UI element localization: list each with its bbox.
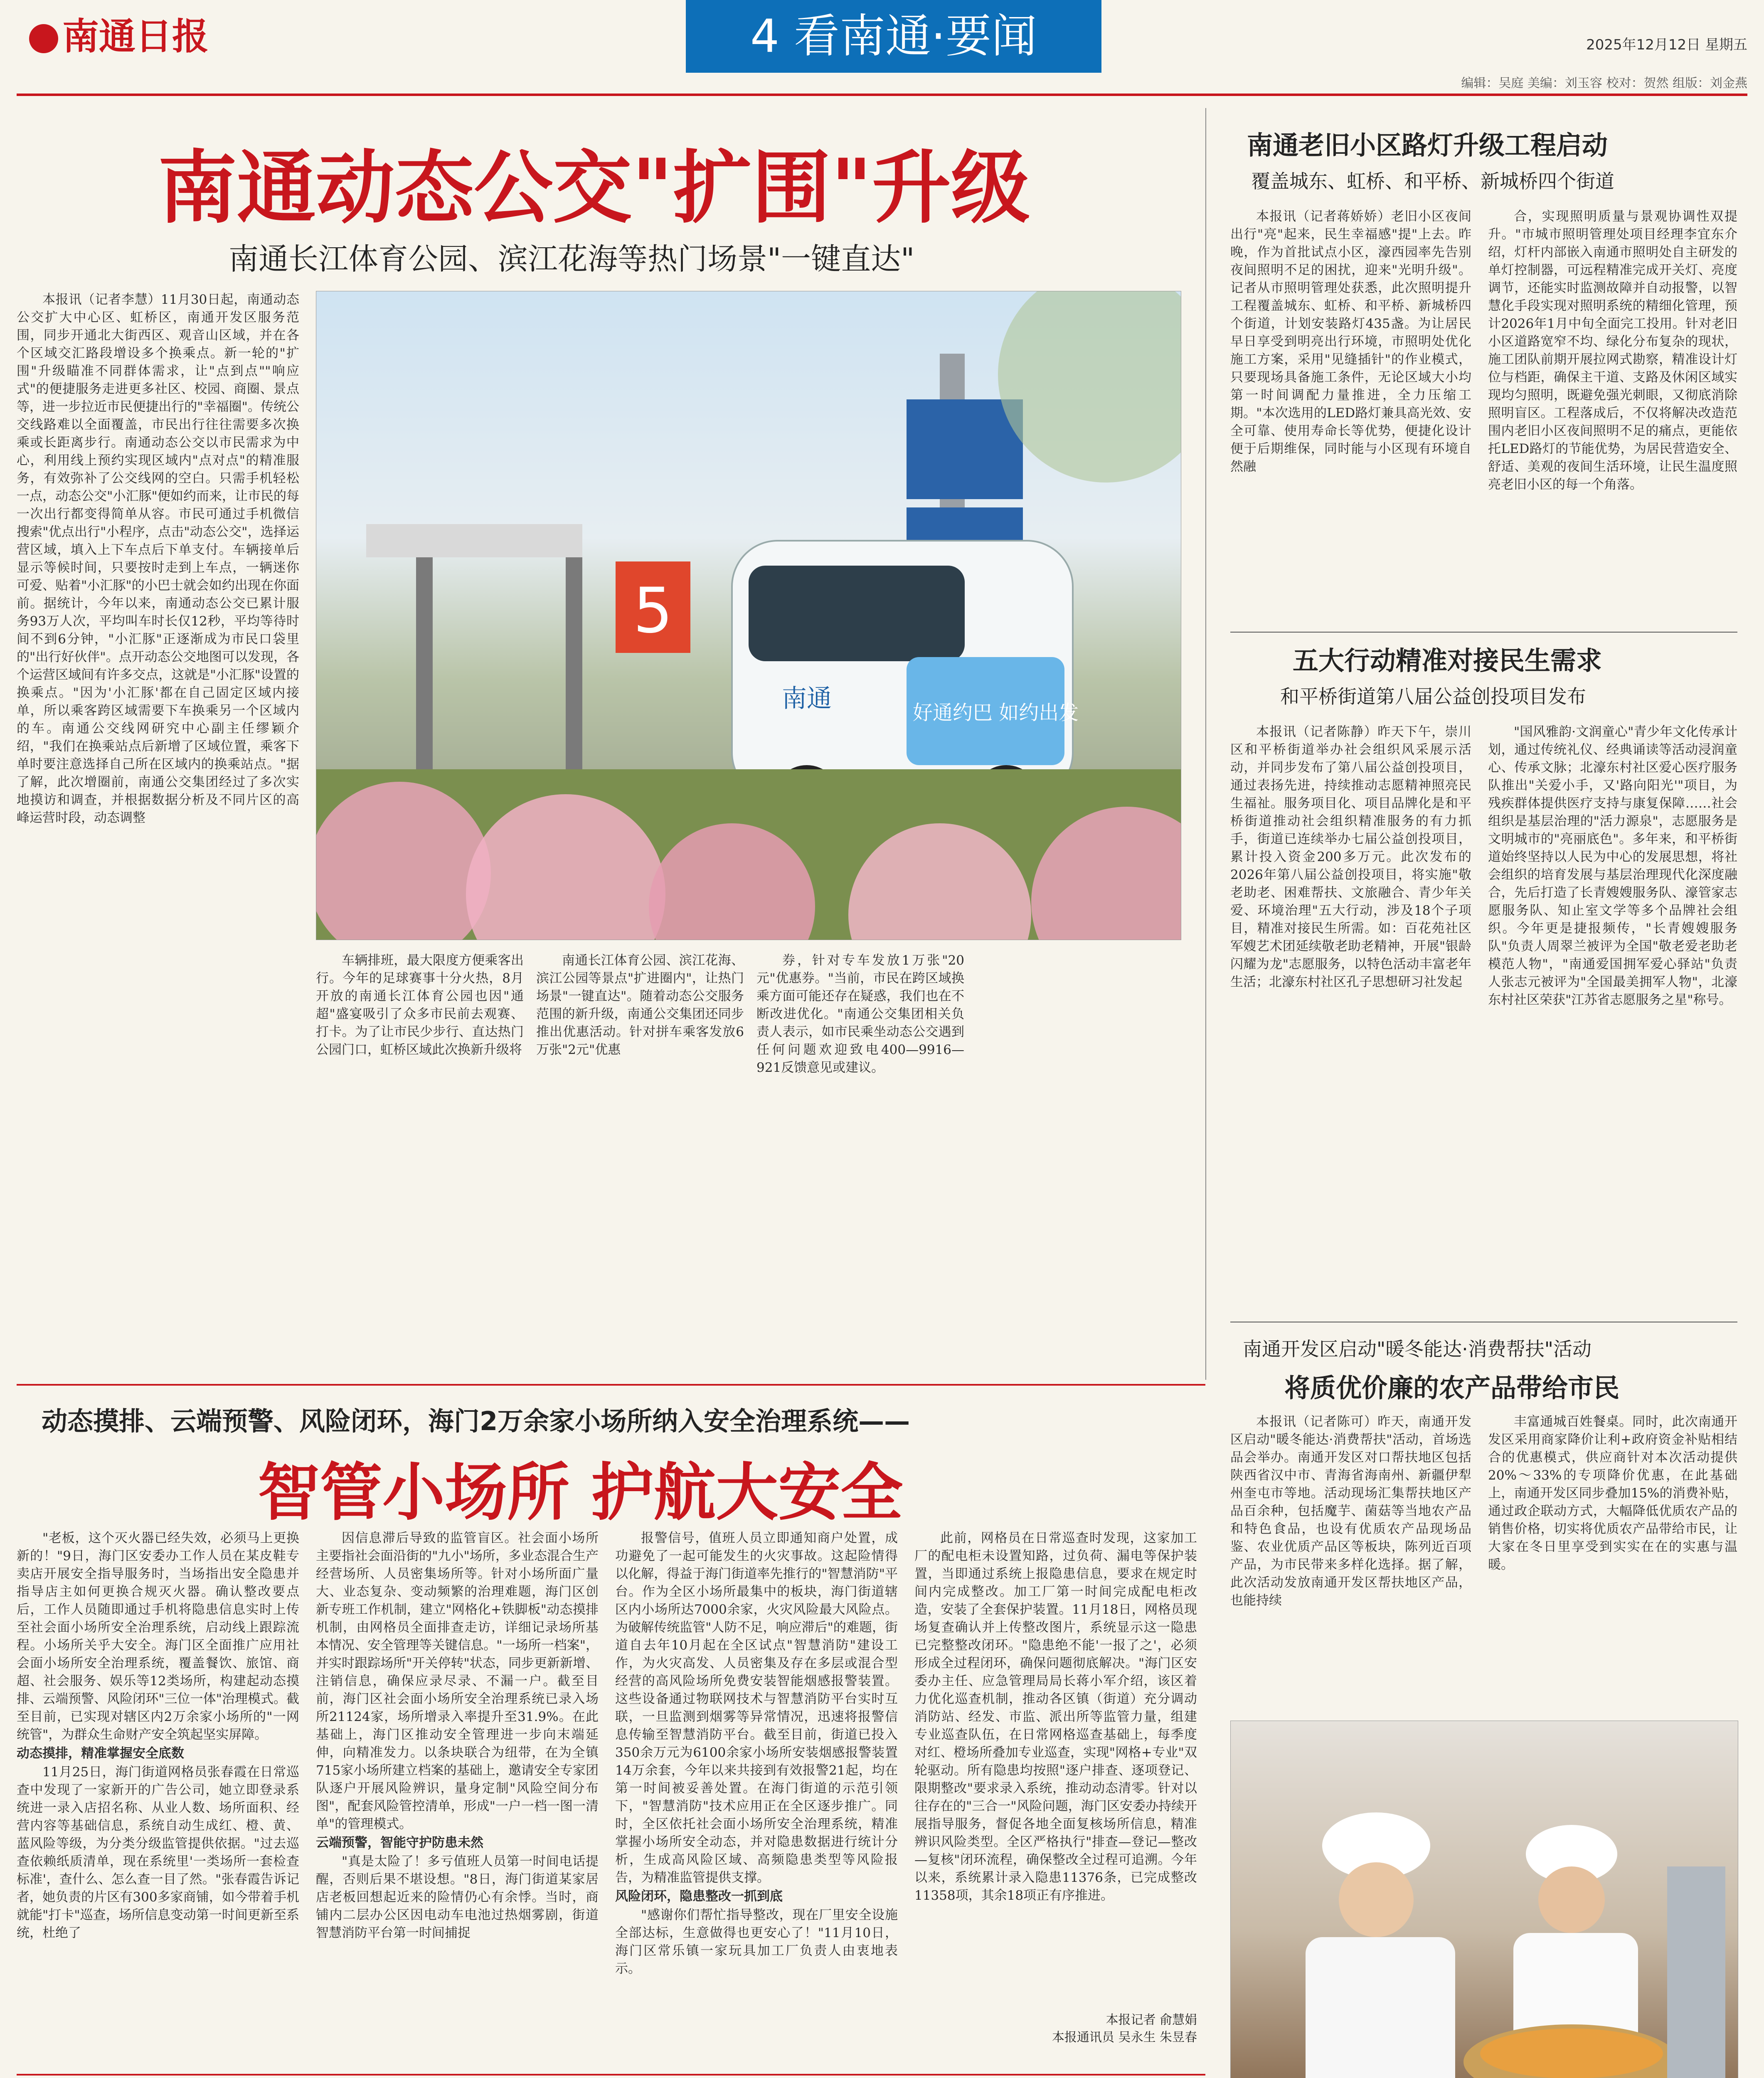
market-headline: 将质优价廉的农产品带给市民	[1284, 1373, 1620, 1403]
market-kicker: 南通开发区启动"暖冬能达·消费帮扶"活动	[1243, 1338, 1592, 1360]
page-section-banner: 4 看南通·要闻	[686, 0, 1101, 73]
chef-photo-illustration	[1231, 1721, 1738, 2078]
chef-photo	[1230, 1721, 1738, 2078]
issue-date: 2025年12月12日 星期五	[1586, 37, 1747, 53]
lead-subheadline: 南通长江体育公园、滨江花海等热门场景"一键直达"	[229, 241, 915, 276]
lead-column-2: 车辆排班，最大限度方便乘客出行。今年的足球赛事十分火热，8月开放的南通长江体育公园也因"通超"盛宴吸引了众多市民前去观赛、打卡。为了让市民少步行、直达热门公园门口，虹桥区域此次换新升级将	[316, 953, 524, 1057]
safety-subhead-1: 动态摸排，精准掌握安全底数	[17, 1746, 184, 1761]
welfare-column-b: "国风雅韵·文润童心"青少年文化传承计划，通过传统礼仪、经典诵读等活动浸润童心、传承文脉；北濠东村社区爱心医疗服务队推出"关爱小手，又'路向阳光'"项目，为残疾群体提供医疗支持与康复保障……社会组织是基层治理的"活力源泉"，志愿服务是文明城市的"亮丽底色"。多年来，和平桥街道始终坚持以人民为中心的发展思想，将社会组织的培育发展与基层治理现代化深度融合，先后打造了长青嫂嫂服务队、濠管家志愿服务队、知止室文学等多个品牌社会组织。今年更是捷报频传，"长青嫂嫂服务队"负责人周翠兰被评为全国"敬老爱老助老模范人物"，"南通爱国拥军爱心驿站"负责人张志元被评为"全国最美拥军人物"，北濠东村社区荣获"江苏省志愿服务之星"称号。	[1488, 724, 1737, 1007]
lead-column-4: 券，针对专车发放1万张"20元"优惠券。"当前，市民在跨区域换乘方面可能还存在疑惑，我们也在不断改进优化。"南通公交集团相关负责人表示，如市民乘坐动态公交遇到任何问题欢迎致电400—9916—921反馈意见或建议。	[756, 953, 964, 1075]
safety-column-2: 因信息滞后导致的监管盲区。社会面小场所主要指社会面沿街的"九小"场所，多业态混合生产经营场所、人员密集场所等。针对小场所面广量大、业态复杂、变动频繁的治理难题，海门区创新专班工作机制，建立"网格化+铁脚板"动态摸排机制，由网格员全面排查走访，详细记录场所基本情况、安全管理等关键信息。"一场所一档案"，并实时跟踪场所"开关停转"状态，同步更新新增、注销信息，确保应录尽录、不漏一户。截至目前，海门区社会面小场所安全治理系统已录入场所21124家，场所增录入率提升至31.9%。在此基础上，海门区推动安全管理进一步向末端延伸，向精准发力。以条块联合为纽带，在为全镇715家小场所建立档案的基础上，邀请安全专家团队逐户开展风险辨识，量身定制"风险空间分布图"，配套风险管控清单，形成"一户一档一图一清单"的管理模式。 云端预警，智能守护防患未然 "真是太险了！多亏值班人员第一时间电话提醒，否则后果不堪设想。"8日，海门街道某家居店老板回想起近来的险情仍心有余悸。当时，商铺内二层办公区因电动车电池过热烟雾剧，街道智慧消防平台第一时间捕捉	[316, 1531, 599, 1940]
safety-kicker: 动态摸排、云端预警、风险闭环，海门2万余家小场所纳入安全治理系统——	[42, 1406, 910, 1436]
column-divider	[1205, 108, 1206, 1380]
header-rule	[17, 94, 1747, 96]
bus-slogan-text: 好通约巴 如约出发	[913, 701, 1079, 724]
streetlight-subheadline: 覆盖城东、虹桥、和平桥、新城桥四个街道	[1251, 170, 1614, 192]
lead-column-1: 本报讯（记者李慧）11月30日起，南通动态公交扩大中心区、虹桥区，南通开发区服务范围，同步开通北大街西区、观音山区域，并在各个区域交汇路段增设多个换乘点。新一轮的"扩围"升级瞄准不同群体需求，让"点到点""响应式"的便捷服务走进更多社区、校园、商圈、景点等，进一步拉近市民便捷出行的"幸福圈"。传统公交线路难以全面覆盖，市民出行往往需要多次换乘或长距离步行。南通动态公交以市民需求为中心，利用线上预约实现区域内"点对点"的精准服务，有效弥补了公交线网的空白。只需手机轻松一点，动态公交"小汇豚"便如约而来，让市民的每一次出行都变得简单从容。市民可通过手机微信搜索"优点出行"小程序，点击"动态公交"，选择运营区域，填入上下车点后下单支付。车辆接单后显示等候时间，只要按时走到上车点，一辆迷你可爱、贴着"小汇豚"的小巴士就会如约出现在你面前。据统计，今年以来，南通动态公交已累计服务93万人次，平均叫车时长仅12秒，平均等待时间不到6分钟，"小汇豚"正逐渐成为市民口袋里的"出行好伙伴"。点开动态公交地图可以发现，各个运营区域间有许多交点，这就是"小汇豚"设置的换乘点。"因为'小汇豚'都在自己固定区域内接单，所以乘客跨区域需要下车换乘另一个区域内的车。南通公交线网研究中心副主任缪颖介绍，"我们在换乘站点后新增了区域位置，乘客下单时要注意选择自己所在区域内的换乘站点。"据了解，此次增圈前，南通公交集团经过了多次实地摸访和调查，并根据数据分析及不同片区的高峰运营时段，动态调整	[17, 292, 299, 825]
welfare-headline: 五大行动精准对接民生需求	[1293, 645, 1602, 676]
editor-credits: 编辑：吴庭 美编：刘玉容 校对：贺然 组版：刘金燕	[1461, 76, 1747, 91]
section-divider	[1230, 632, 1737, 633]
market-column-b: 丰富通城百姓餐桌。同时，此次南通开发区采用商家降价让利+政府资金补贴相结合的优惠模式，供应商针对本次活动提供20%～33%的专项降价优惠，在此基础上，南通开发区同步叠加15%的消费补贴，通过政企联动方式，大幅降低优质农产品的销售价格，切实将优质农产品带给市民，让大家在冬日里享受到实实在在的实惠与温暖。	[1488, 1414, 1737, 1572]
streetlight-column-a: 本报讯（记者蒋娇娇）老旧小区夜间出行"亮"起来，民生幸福感"提"上去。昨晚，作为首批试点小区，濠西园率先告别夜间照明不足的困扰，迎来"光明升级"。记者从市照明管理处获悉，此次照明提升工程覆盖城东、虹桥、和平桥、新城桥四个街道，计划安装路灯435盏。为让居民早日享受到明亮出行环境，市照明处优化施工方案，采用"见缝插针"的作业模式，只要现场具备施工条件，无论区域大小均第一时间调配力量推进，全力压缩工期。"本次选用的LED路灯兼具高光效、安全可靠、使用寿命长等优势，便捷化设计便于后期维保，同时能与小区现有环境自然融	[1230, 209, 1471, 474]
safety-headline: 智管小场所 护航大安全	[258, 1457, 903, 1529]
station-number: 5	[633, 575, 673, 647]
safety-column-4: 此前，网格员在日常巡查时发现，这家加工厂的配电柜未设置知路，过负荷、漏电等保护装置，当即通过系统上报隐患信息，要求在规定时间内完成整改。加工厂第一时间完成配电柜改造，安装了全套保护装置。11月18日，网格员现场复查确认并上传整改图片，系统显示这一隐患已完整整改闭环。"隐患绝不能'一报了之'，必须形成全过程闭环，确保问题彻底解决。"海门区安委办主任、应急管理局局长蒋小军介绍，该区着力优化巡查机制，推动各区镇（街道）充分调动消防站、经发、市监、派出所等监管力量，组建专业巡查队伍，在日常网格巡查基础上，每季度对红、橙场所叠加专业巡查，实现"网格+专业"双轮驱动。所有隐患均按照"逐户排查、逐项登记、限期整改"要求录入系统，推动动态清零。针对以往存在的"三合一"风险问题，海门区安委办持续开展指导服务，督促各地全面复核场所信息，精准辨识风险类型。全区严格执行"排查—登记—整改—复核"闭环流程，确保整改全过程可追溯。今年以来，系统累计录入隐患11376条，已完成整改11358项，其余18项正有序推进。	[914, 1531, 1197, 1903]
streetlight-column-b: 合，实现照明质量与景观协调性双提升。"市城市照明管理处项目经理李宜东介绍，灯杆内部嵌入南通市照明处自主研发的单灯控制器，可远程精准完成开关灯、亮度调节，还能实时监测故障并自动报警，以智慧化手段实现对照明系统的精细化管理，预计2026年1月中旬全面完工投用。针对老旧小区道路宽窄不均、绿化分布复杂的现状，施工团队前期开展拉网式勘察，精准设计灯位与档距，确保主干道、支路及休闲区域实现均匀照明，既避免强光刺眼，又彻底消除照明盲区。工程落成后，不仅将解决改造范围内老旧小区夜间照明不足的痛点，更能依托LED路灯的节能优势，为居民营造安全、舒适、美观的夜间生活环境，让民生温度照亮老旧小区的每一个角落。	[1488, 209, 1737, 492]
bus-photo	[316, 291, 1181, 940]
market-column-a: 本报讯（记者陈可）昨天，南通开发区启动"暖冬能达·消费帮扶"活动，首场选品会举办。南通开发区对口帮扶地区包括陕西省汉中市、青海省海南州、新疆伊犁州奎屯市等地。活动现场汇集帮扶地区产品百余种，包括魔芋、菌菇等当地农产品和特色食品，也设有优质农产品现场品鉴、农业优质产品区等板块，陈列近百项产品，为市民带来多样化选择。据了解，此次活动发放南通开发区帮扶地区产品，也能持续	[1230, 1414, 1471, 1608]
safety-subhead-2: 云端预警，智能守护防患未然	[316, 1835, 483, 1850]
newspaper-logo	[29, 7, 209, 60]
safety-subhead-3: 风险闭环，隐患整改一抓到底	[615, 1889, 783, 1904]
safety-byline: 本报记者 俞慧娟 本报通讯员 吴永生 朱昱春	[1052, 2013, 1197, 2045]
lead-headline: 南通动态公交"扩围"升级	[158, 142, 1030, 234]
logo-emblem-icon	[29, 24, 58, 53]
welfare-column-a: 本报讯（记者陈静）昨天下午，崇川区和平桥街道举办社会组织风采展示活动，并同步发布了第八届公益创投项目，通过表扬先进，持续推动志愿精神照亮民生福祉。服务项目化、项目品牌化是和平桥街道推动社会组织精准服务的有力抓手，街道已连续举办七届公益创投项目，累计投入资金200多万元。此次发布的2026年第八届公益创投项目，将实施"敬老助老、困难帮扶、文旅融合、青少年关爱、环境治理"五大行动，涉及18个子项目，精准对接民生所需。如：百花苑社区军嫂艺术团延续敬老助老精神，开展"银龄闪耀为龙"志愿服务，以特色活动丰富老年生活；北濠东村社区孔子思想研习社发起	[1230, 724, 1471, 990]
bottom-rule	[17, 2074, 1205, 2076]
bus-brand-text: 南通	[782, 684, 832, 713]
mid-rule	[17, 1384, 1205, 1386]
lead-column-3: 南通长江体育公园、滨江花海、滨江公园等景点"扩进圈内"，让热门场景"一键直达"。随着动态公交服务范围的新升级，南通公交集团还同步推出优惠活动。针对拼车乘客发放6万张"2元"优惠	[536, 953, 744, 1057]
bus-photo-illustration	[316, 291, 1181, 940]
logo-text: 南通日报	[62, 15, 209, 58]
welfare-subheadline: 和平桥街道第八届公益创投项目发布	[1280, 685, 1586, 708]
streetlight-headline: 南通老旧小区路灯升级工程启动	[1247, 130, 1608, 160]
safety-column-3: 报警信号，值班人员立即通知商户处置，成功避免了一起可能发生的火灾事故。这起险情得以化解，得益于海门街道率先推行的"智慧消防"平台。作为全区小场所最集中的板块，海门街道辖区内小场所达7000余家，火灾风险最大风险点。为破解传统监管"人防不足，响应滞后"的难题，街道自去年10月起在全区试点"智慧消防"建设工作，为火灾高发、人员密集及存在多层或混合型经营的高风险场所免费安装智能烟感报警装置。这些设备通过物联网技术与智慧消防平台实时互联，一旦监测到烟雾等异常情况，迅速将报警信息传输至智慧消防平台。截至目前，街道已投入350余万元为6100余家小场所安装烟感报警装置14万余套，今年以来共接到有效报警21起，均在第一时间被妥善处置。在海门街道的示范引领下，"智慧消防"技术应用正在全区逐步推广。同时，全区依托社会面小场所安全治理系统，精准掌握小场所安全动态，并对隐患数据进行统计分析，生成高风险区域、高频隐患类型等风险报告，为精准监管提供支撑。 风险闭环，隐患整改一抓到底 "感谢你们帮忙指导整改，现在厂里安全设施全部达标，生意做得也更安心了！"11月10日，海门区常乐镇一家玩具加工厂负责人由衷地表示。	[615, 1531, 898, 1976]
safety-column-1: "老板，这个灭火器已经失效，必须马上更换新的！"9日，海门区安委办工作人员在某皮鞋专卖店开展安全指导服务时，当场指出安全隐患并指导店主如何更换合规灭火器。确认整改要点后，工作人员随即通过手机将隐患信息实时上传至社会面小场所安全治理系统，启动线上跟踪流程。小场所关乎大安全。海门区全面推广应用社会面小场所安全治理系统，覆盖餐饮、旅馆、商超、社会服务、娱乐等12类场所，构建起动态摸排、云端预警、风险闭环"三位一体"治理模式。截至目前，已实现对辖区内2万余家小场所的"一网统管"，为群众生命财产安全筑起坚实屏障。 动态摸排，精准掌握安全底数 11月25日，海门街道网格员张春霞在日常巡查中发现了一家新开的广告公司，她立即登录系统进一录入店招名称、从业人数、场所面积、经营内容等基础信息，系统自动生成红、橙、黄、蓝风险等级，为分类分级监管提供依据。"过去巡查依赖纸质清单，现在系统里'一类场所一套检查标准'，查什么、怎么查一目了然。"张春霞告诉记者，她负责的片区有300多家商铺，如今带着手机就能"打卡"巡查，场所信息变动第一时间更新至系统，杜绝了	[17, 1531, 299, 1940]
